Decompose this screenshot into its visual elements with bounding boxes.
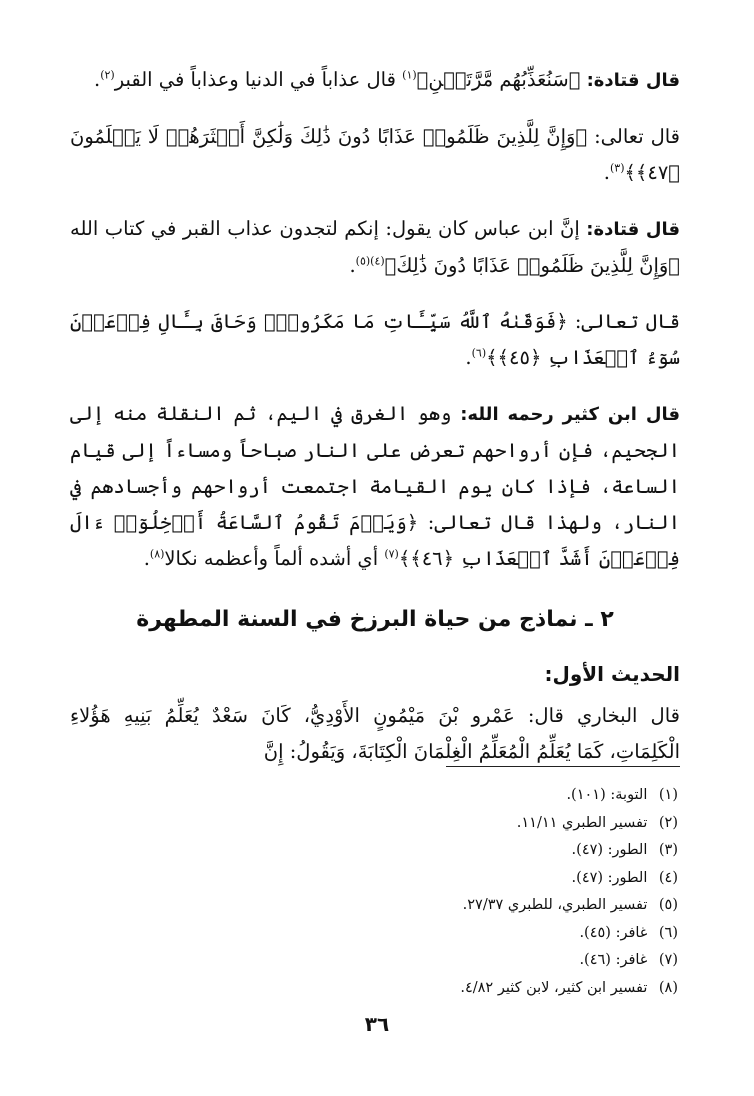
footnote-ref: (٨) [149,547,165,561]
footnote-ref: (٦) [471,346,487,360]
paragraph [70,62,680,99]
footnote-text: تفسير الطبري ١١/١١. [516,814,648,831]
footnote-item [460,920,678,948]
footnote-text: تفسير الطبري، للطبري ٢٧/٣٧. [462,897,648,913]
footnote-number: (٤) [658,869,678,886]
speaker-label: قال قتادة: [586,219,680,240]
paragraph [70,119,680,191]
footnote-item [460,947,678,975]
footnote-ref: (٣) [609,161,625,175]
footnote-number: (٦) [658,924,678,941]
text-run: . [94,68,101,91]
footnote-item [460,865,678,893]
text-run: قال تعالى: [587,125,680,148]
footnote-text: الطور: (٤٧). [571,842,648,858]
footnotes [460,782,678,1002]
text-run: . [465,346,472,369]
footnote-number: (٣) [658,842,678,858]
hadith-text: قال البخاري قال: عَمْرو بْنَ مَيْمُونٍ الأَوْدِيُّ، كَانَ سَعْدٌ يُعَلِّمُ بَنِيهِ هَؤُلاءِ الْكَلِمَاتِ، كَمَا يُعَلِّمُ الْمُعَلِّمُ الْغِلْمَانَ الْكِتَابَةَ، وَيَقُولُ: إِنَّ [70,704,680,763]
footnote-text: التوبة: (١٠١). [566,787,648,803]
footnote-ref: (٤)(٥) [355,254,385,268]
paragraphs [70,62,680,577]
footnote-number: (٨) [658,979,678,996]
quran-verse: ﴿وَإِنَّ لِلَّذِينَ ظَلَمُوا۟ عَذَابًا دُونَ ذَٰلِكَ﴾ [384,254,680,277]
page-body [70,62,680,790]
footnote-ref: (١) [402,68,417,82]
text-run: . [143,547,150,570]
text-run: قال عذاباً في الدنيا وعذاباً في القبر [114,68,403,91]
footnote-text: غافر: (٤٥). [579,924,648,941]
footnote-text: غافر: (٤٦). [579,952,648,968]
paragraph [70,304,680,376]
section-title: ٢ ـ نماذج من حياة البرزخ في السنة المطهرة [136,607,614,632]
footnote-text: تفسير ابن كثير، لابن كثير ٤/٨٢. [460,979,648,996]
text-run: . [603,161,610,184]
quran-verse: ﴿فَوَقَىٰهُ ٱللَّهُ سَيِّـَٔاتِ مَا مَكَرُوا۟ۖ وَحَاقَ بِـَٔالِ فِرۡعَوۡنَ سُوٓءُ ٱلۡعَذَابِ ﴿٤٥﴾﴾ [70,310,680,369]
footnote-number: (١) [658,787,678,803]
quran-verse: ﴿سَنُعَذِّبُهُم مَّرَّتَيۡنِ﴾ [416,68,587,91]
page-number: ٣٦ [364,1012,390,1036]
text-run: أي أشده ألماً وأعظمه نكالا [164,547,385,570]
footnote-divider [446,766,680,767]
footnote-item [460,837,678,865]
footnote-number: (٢) [658,814,678,831]
footnote-text: الطور: (٤٧). [571,869,648,886]
paragraph [70,396,680,577]
footnote-item [460,782,678,810]
footnote-item [460,975,678,1003]
footnote-item [460,892,678,920]
footnote-ref: (٧) [384,547,399,561]
speaker-label: قال ابن كثير رحمه الله: [460,404,680,425]
footnote-number: (٧) [658,952,678,968]
text-run: . [349,254,356,277]
speaker-label: قال قتادة: [586,70,680,91]
text-run: إنَّ ابن عباس كان يقول: إنكم لتجدون عذاب القبر في كتاب الله [70,217,587,240]
footnote-item [460,810,678,838]
quran-verse: ﴿وَإِنَّ لِلَّذِينَ ظَلَمُوا۟ عَذَابًا دُونَ ذَٰلِكَ وَلَٰكِنَّ أَكۡثَرَهُمۡ لَا يَعۡلَمُونَ ﴿٤٧﴾﴾ [70,125,680,184]
quran-verse: ﴿وَيَوۡمَ تَقُومُ ٱلسَّاعَةُ أَدۡخِلُوٓا۟ ءَالَ فِرۡعَوۡنَ أَشَدَّ ٱلۡعَذَابِ ﴿٤٦﴾﴾ [70,511,680,570]
text-run: وهو الغرق في اليم، ثم النقلة منه إلى الجحيم، فإن أرواحهم تعرض على النار صباحاً ومساءاً إلى قيام الساعة، فإذا كان يوم القيامة اجتمعت أرواحهم وأجسادهم في النار، ولهذا قال تعالى: [70,402,680,534]
footnote-ref: (٢) [100,68,115,82]
footnote-number: (٥) [658,897,678,913]
hadith-heading: الحديث الأول: [544,662,680,686]
paragraph [70,211,680,284]
text-run: قال تعالى: [567,310,680,333]
